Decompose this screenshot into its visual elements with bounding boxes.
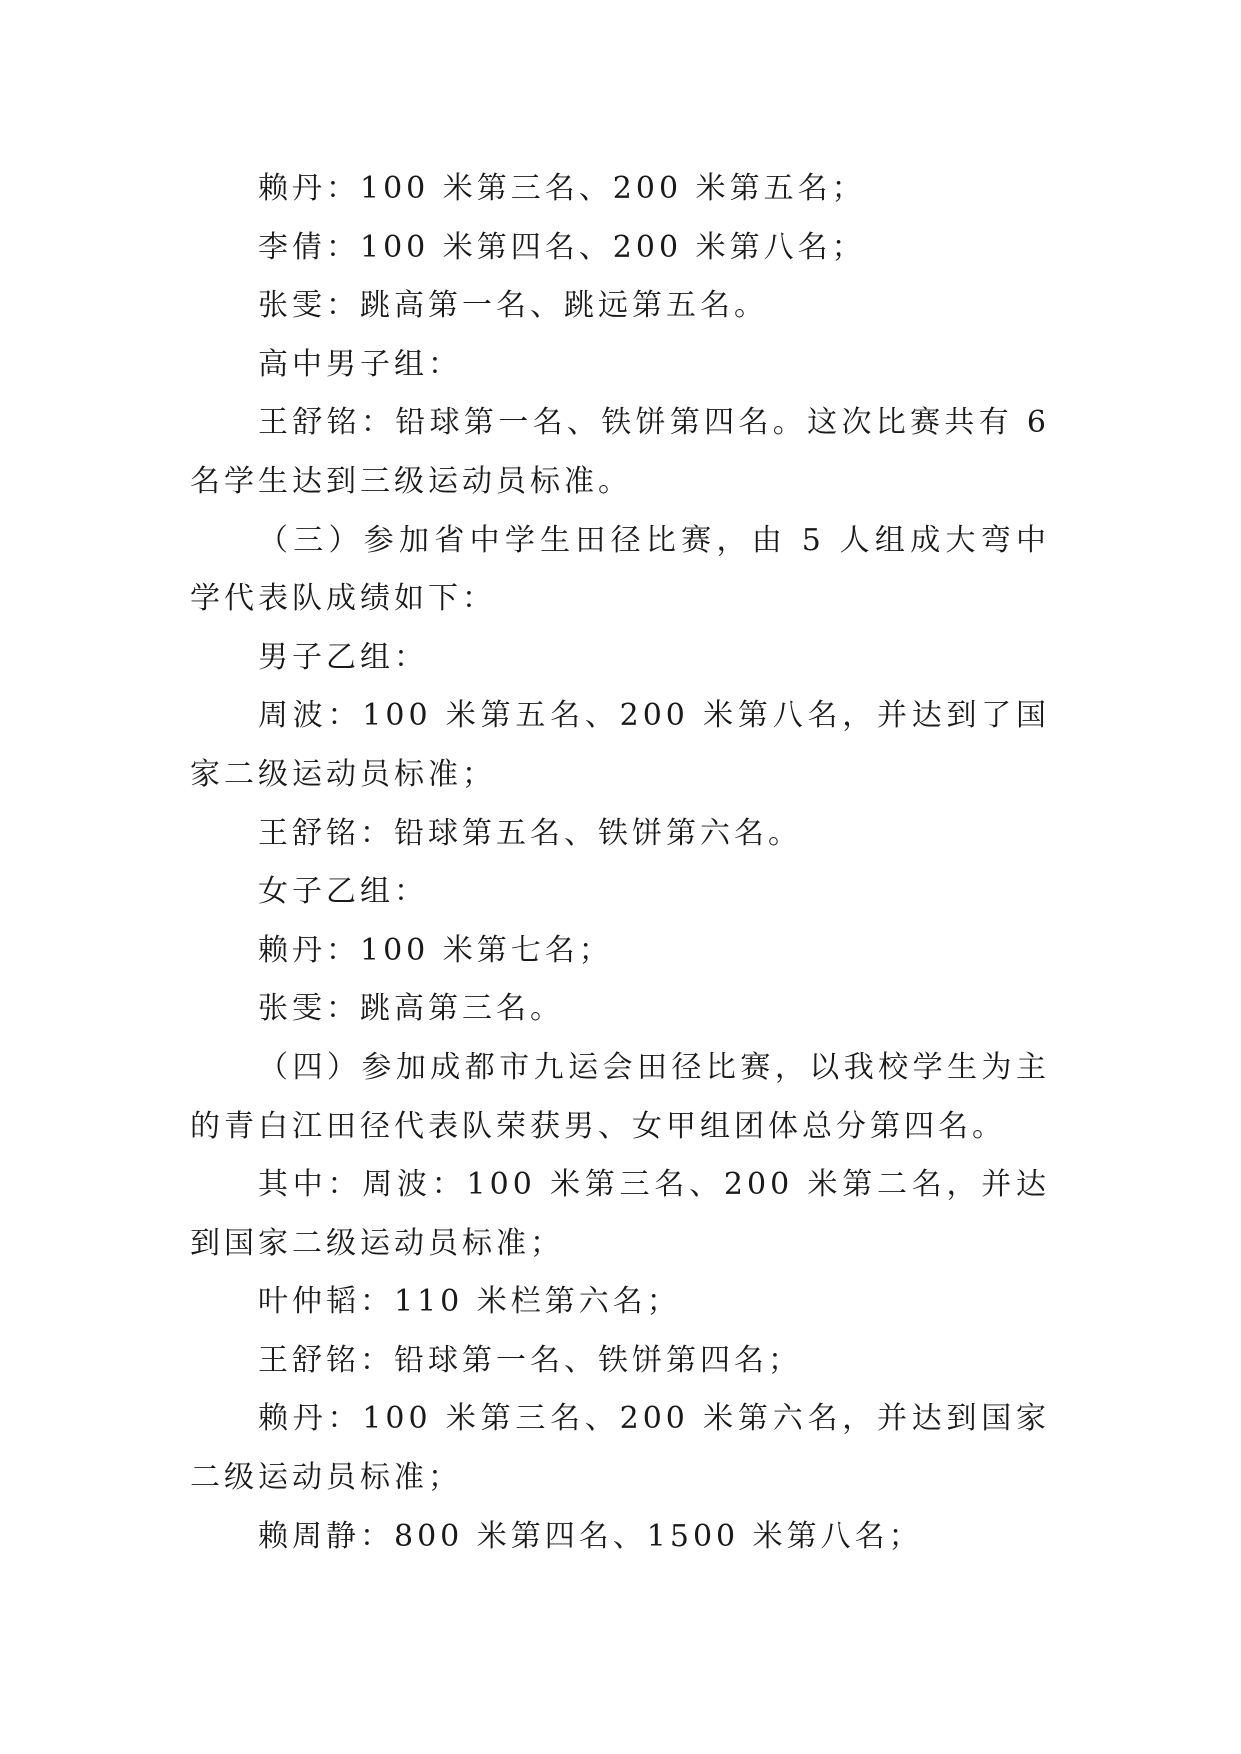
document-body — [190, 160, 1050, 1566]
heading-senior-boys-group: 高中男子组： — [258, 346, 462, 382]
paragraph-zhoubo-city: 其中：周波：100 米第三名、200 米第二名，并达到国家二级运动员标准； — [190, 1167, 1050, 1261]
paragraph-laidan-provincial: 赖丹：100 米第七名； — [258, 932, 613, 968]
paragraph-wangshuming-city: 王舒铭：铅球第一名、铁饼第四名； — [258, 1342, 802, 1378]
paragraph-liqian-results: 李倩：100 米第四名、200 米第八名； — [258, 229, 866, 265]
paragraph-wangshuming-results: 王舒铭：铅球第一名、铁饼第四名。这次比赛共有 6 名学生达到三级运动员标准。 — [190, 405, 1050, 499]
paragraph-zhangwen-provincial: 张雯：跳高第三名。 — [258, 991, 564, 1027]
paragraph-yezhongtao-city: 叶仲韬：110 米栏第六名； — [258, 1284, 681, 1320]
paragraph-wangshuming-provincial: 王舒铭：铅球第五名、铁饼第六名。 — [258, 815, 802, 851]
paragraph-laidan-results: 赖丹：100 米第三名、200 米第五名； — [258, 171, 866, 206]
paragraph-section-four: （四）参加成都市九运会田径比赛，以我校学生为主的青白江田径代表队荣获男、女甲组团体总分第四名。 — [190, 1049, 1050, 1144]
heading-boys-group-b: 男子乙组： — [258, 639, 428, 675]
paragraph-section-three: （三）参加省中学生田径比赛，由 5 人组成大弯中学代表队成绩如下： — [190, 522, 1050, 617]
paragraph-zhangwen-results: 张雯：跳高第一名、跳远第五名。 — [258, 288, 768, 324]
paragraph-zhoubo-results: 周波：100 米第五名、200 米第八名，并达到了国家二级运动员标准； — [190, 698, 1050, 792]
heading-girls-group-b: 女子乙组： — [258, 874, 428, 910]
paragraph-laidan-city: 赖丹：100 米第三名、200 米第六名，并达到国家二级运动员标准； — [190, 1401, 1050, 1496]
paragraph-laizhoujing-city: 赖周静：800 米第四名、1500 米第八名； — [258, 1518, 923, 1554]
